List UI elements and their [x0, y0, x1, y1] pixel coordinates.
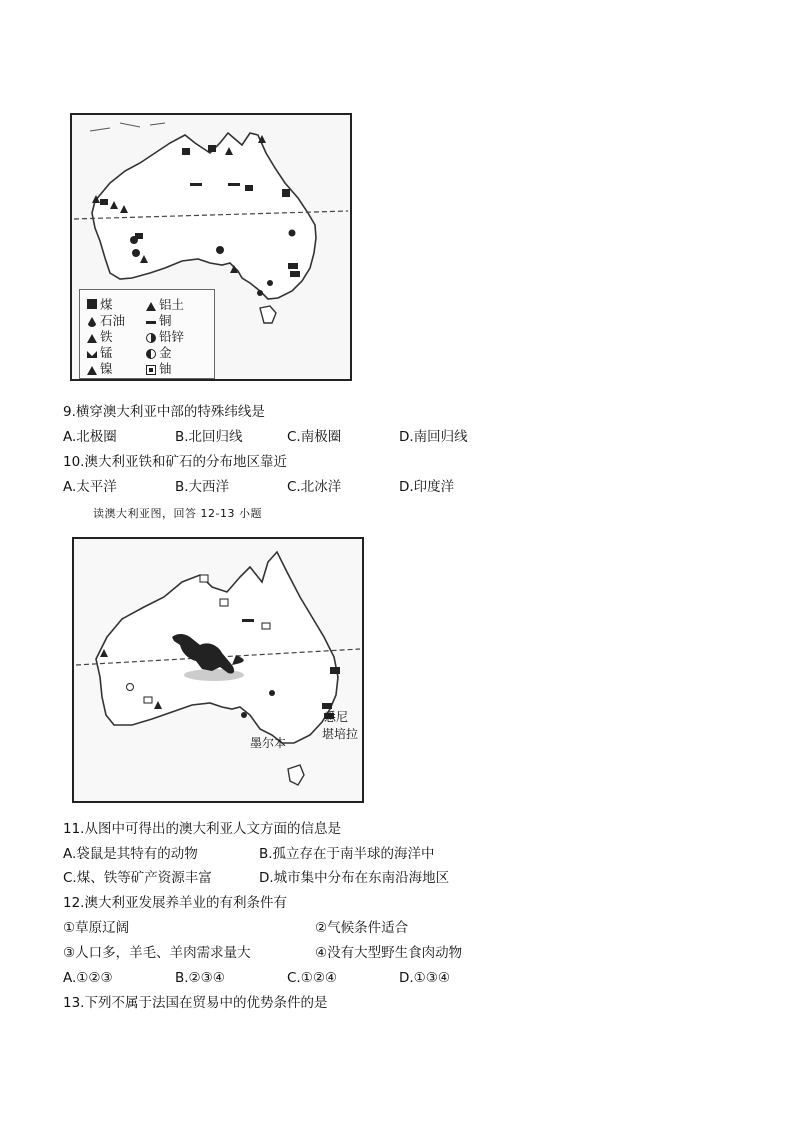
question-9-stem: 9.横穿澳大利亚中部的特殊纬线是	[63, 404, 265, 420]
legend-oil: 石油	[87, 311, 125, 329]
legend-gold: 金	[146, 343, 172, 361]
q11-option-a[interactable]: A.袋鼠是其特有的动物	[63, 846, 198, 862]
mineral-legend	[79, 289, 215, 379]
legend-lead-zinc: 铅锌	[146, 327, 184, 345]
oil-icon	[87, 315, 97, 325]
question-11-stem: 11.从图中可得出的澳大利亚人文方面的信息是	[63, 821, 341, 837]
reading-instruction: 读澳大利亚图，回答 12-13 小题	[93, 507, 262, 520]
legend-nickel: 镍	[87, 359, 113, 377]
q11-option-d[interactable]: D.城市集中分布在东南沿海地区	[259, 870, 450, 886]
nickel-icon	[87, 363, 97, 373]
lead-zinc-icon	[146, 331, 156, 341]
gold-icon	[146, 347, 156, 357]
q10-option-c[interactable]: C.北冰洋	[287, 479, 342, 495]
q9-option-d[interactable]: D.南回归线	[399, 429, 468, 445]
q12-option-c[interactable]: C.①②④	[287, 970, 338, 986]
bauxite-icon	[146, 299, 156, 309]
q12-condition-3: ③人口多，羊毛、羊肉需求量大	[63, 945, 251, 961]
q12-option-b[interactable]: B.②③④	[175, 970, 225, 986]
q9-option-b[interactable]: B.北回归线	[175, 429, 243, 445]
city-label-melbourne: 墨尔本	[250, 736, 287, 750]
question-13-stem: 13.下列不属于法国在贸易中的优势条件的是	[63, 995, 328, 1011]
q9-option-a[interactable]: A.北极圈	[63, 429, 117, 445]
copper-icon	[146, 315, 156, 325]
uranium-icon	[146, 363, 156, 373]
legend-uranium: 铀	[146, 359, 172, 377]
legend-iron: 铁	[87, 327, 113, 345]
q9-option-c[interactable]: C.南极圈	[287, 429, 342, 445]
q11-option-b[interactable]: B.孤立存在于南半球的海洋中	[259, 846, 435, 862]
q10-option-d[interactable]: D.印度洋	[399, 479, 455, 495]
city-label-canberra: 堪培拉	[322, 727, 359, 741]
q12-option-d[interactable]: D.①③④	[399, 970, 450, 986]
legend-copper: 铜	[146, 311, 172, 329]
question-12-stem: 12.澳大利亚发展养羊业的有利条件有	[63, 895, 287, 911]
q12-option-a[interactable]: A.①②③	[63, 970, 113, 986]
q10-option-b[interactable]: B.大西洋	[175, 479, 230, 495]
legend-coal: 煤	[87, 295, 113, 313]
q10-option-a[interactable]: A.太平洋	[63, 479, 117, 495]
legend-bauxite: 铝土	[146, 295, 184, 313]
australia-map	[72, 537, 364, 803]
legend-manganese: 锰	[87, 343, 113, 361]
city-label-sydney: 悉尼	[324, 710, 349, 724]
q12-condition-4: ④没有大型野生食肉动物	[315, 945, 463, 961]
q12-condition-2: ②气候条件适合	[315, 920, 409, 936]
question-10-stem: 10.澳大利亚铁和矿石的分布地区靠近	[63, 454, 287, 470]
q11-option-c[interactable]: C.煤、铁等矿产资源丰富	[63, 870, 212, 886]
manganese-icon	[87, 347, 97, 357]
iron-icon	[87, 331, 97, 341]
coal-icon	[87, 299, 97, 309]
q12-condition-1: ①草原辽阔	[63, 920, 130, 936]
